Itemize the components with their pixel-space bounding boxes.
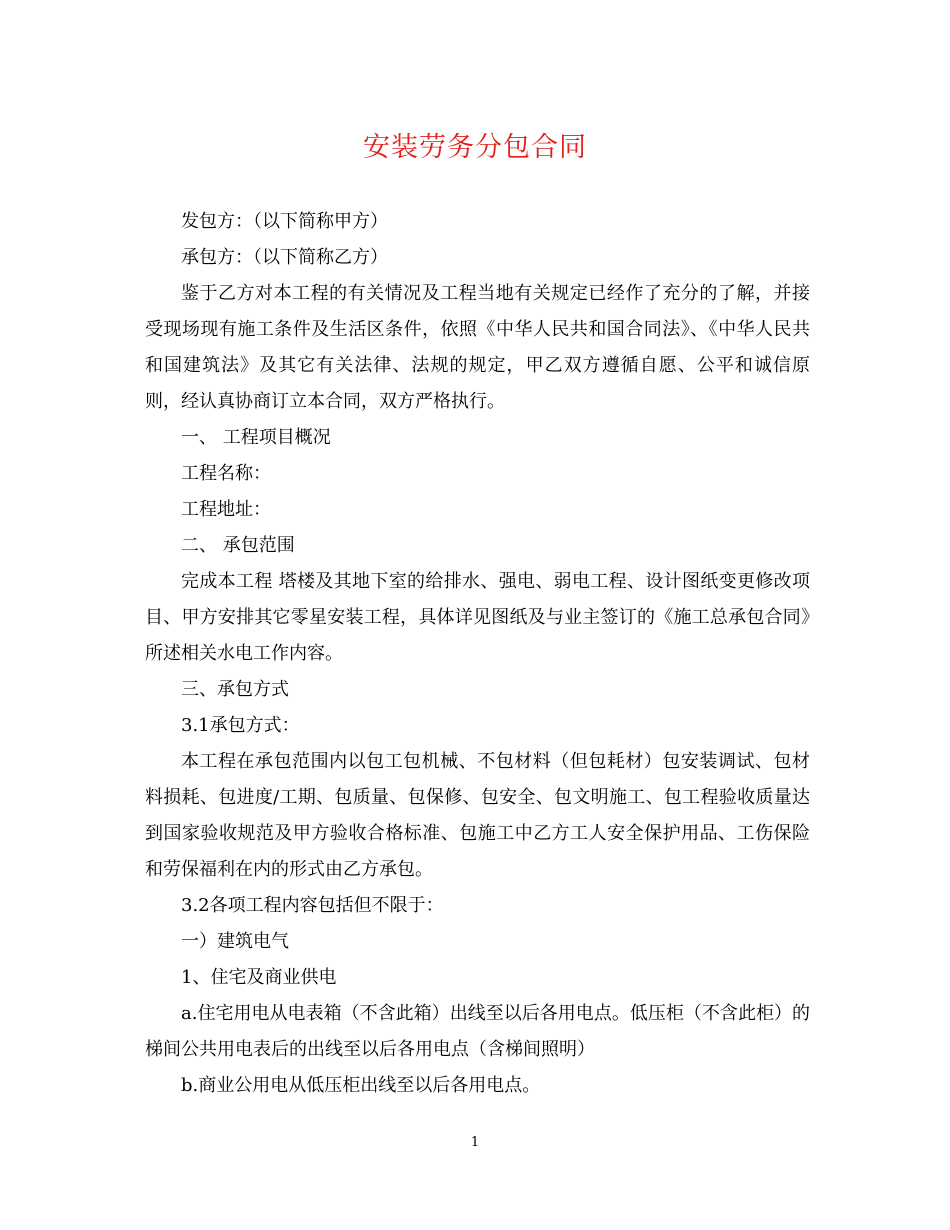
paragraph-preamble: 鉴于乙方对本工程的有关情况及工程当地有关规定已经作了充分的了解，并接受现场现有施工条件及生活区条件，依照《中华人民共和国合同法》、《中华人民共和国建筑法》及其它有关法律、法规的规定，甲乙双方遵循自愿、公平和诚信原则，经认真协商订立本合同，双方严格执行。: [145, 283, 810, 412]
item-power-supply: 1、住宅及商业供电: [181, 967, 337, 988]
paragraph-project-name: 工程名称：: [181, 463, 271, 484]
document-title: 安装劳务分包合同: [363, 132, 587, 163]
paragraph-contractor: 承包方：（以下简称乙方）: [181, 247, 388, 268]
document-body: [145, 204, 810, 1104]
subsection-3-2: 3.2各项工程内容包括但不限于：: [181, 895, 444, 916]
paragraph-contract-method: 本工程在承包范围内以包工包机械、不包材料（但包耗材）包安装调试、包材料损耗、包进度/工期、包质量、包保修、包安全、包文明施工、包工程验收质量达到国家验收规范及甲方验收合格标准、包施工中乙方工人安全保护用品、工伤保险和劳保福利在内的形式由乙方承包。: [145, 751, 810, 880]
section-heading-1: 一、 工程项目概况: [181, 427, 331, 448]
subsection-electrical: 一）建筑电气: [181, 931, 289, 952]
paragraph-employer: 发包方：（以下简称甲方）: [181, 211, 388, 232]
item-b-commercial: b.商业公用电从低压柜出线至以后各用电点。: [181, 1075, 541, 1096]
page-number: 1: [470, 1135, 480, 1150]
subsection-3-1: 3.1承包方式：: [181, 715, 300, 736]
item-a-residential: a.住宅用电从电表箱（不含此箱）出线至以后各用电点。低压柜（不含此柜）的梯间公共用电表后的出线至以后各用电点（含梯间照明）: [145, 1003, 810, 1060]
section-heading-2: 二、 承包范围: [181, 535, 295, 556]
section-heading-3: 三、承包方式: [181, 679, 289, 700]
paragraph-project-address: 工程地址：: [181, 499, 271, 520]
paragraph-scope: 完成本工程 塔楼及其地下室的给排水、强电、弱电工程、设计图纸变更修改项目、甲方安排其它零星安装工程，具体详见图纸及与业主签订的《施工总承包合同》所述相关水电工作内容。: [145, 571, 810, 664]
